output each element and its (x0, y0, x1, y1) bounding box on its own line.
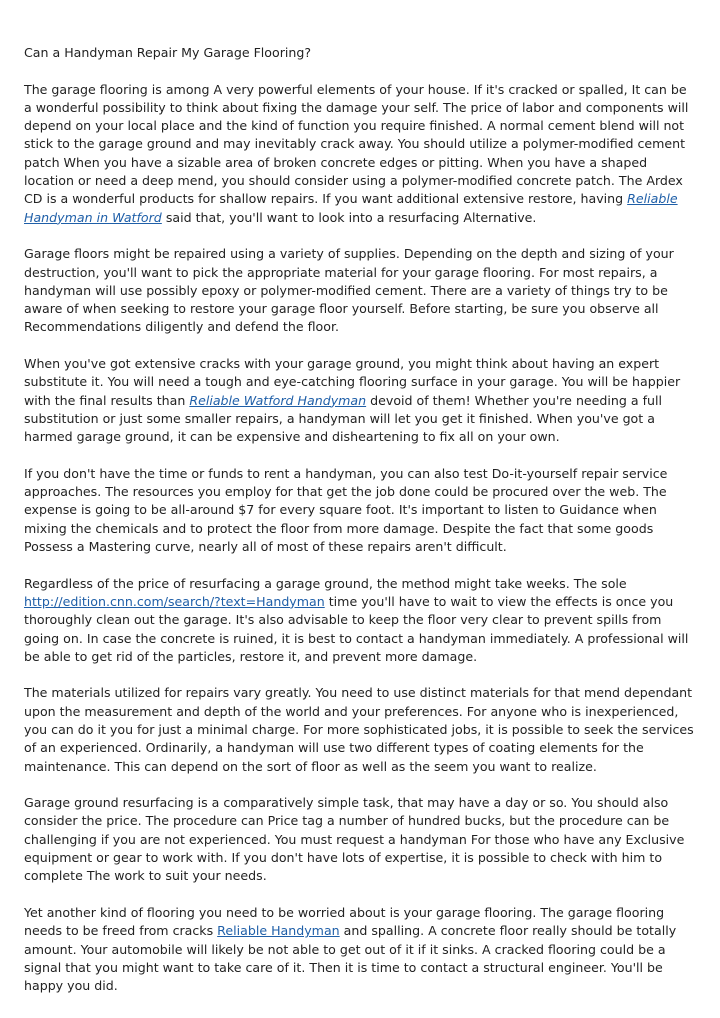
link-reliable-handyman[interactable]: Reliable Handyman (217, 923, 340, 939)
paragraph-4 (24, 465, 696, 556)
paragraph-1 (24, 81, 696, 227)
document-title: Can a Handyman Repair My Garage Flooring? (24, 45, 312, 60)
paragraph-text: Yet another kind of flooring you need to be worried about is your garage flooring. The garage flooring needs to be freed from cracks (24, 904, 665, 939)
paragraph-text: time you'll have to wait to view the effects is once you thoroughly clean out the garage. It's also advisable to keep the floor very clear to prevent spills from going on. In case the concrete is ruined, it is best to contact a handyman immediately. A professional will be able to get rid of the particles, restore it, and prevent more damage. (24, 593, 689, 664)
paragraph-6 (24, 684, 696, 775)
paragraph-text: Garage floors might be repaired using a variety of supplies. Depending on the depth and sizing of your destruction, you'll want to pick the appropriate material for your garage flooring. For most repairs, a handyman will use possibly epoxy or polymer-modified cement. There are a variety of things try to be aware of when seeking to restore your garage floor yourself. Before starting, be sure you observe all Recommendations diligently and defend the floor. (24, 246, 674, 335)
link-cnn-search[interactable]: http://edition.cnn.com/search/?text=Handyman (24, 593, 325, 609)
paragraph-text: and spalling. A concrete floor really should be totally amount. Your automobile will likely be not able to get out of it if it sinks. A cracked flooring could be a signal that you might want to take care of it. Then it is time to contact a structural engineer. You'll be happy you did. (24, 923, 677, 994)
paragraph-2 (24, 245, 696, 336)
paragraph-text: The garage flooring is among A very powerful elements of your house. If it's cracked or spalled, It can be a wonderful possibility to think about fixing the damage your self. The price of labor and components will depend on your local place and the kind of function you require finished. A normal cement blend will not stick to the garage ground and may inevitably crack away. You should utilize a polymer-modified cement patch When you have a sizable area of broken concrete edges or pitting. When you have a shaped location or need a deep mend, you should consider using a polymer-modified concrete patch. The Ardex CD is a wonderful products for shallow repairs. If you want additional extensive restore, having (24, 81, 689, 207)
paragraph-text: Garage ground resurfacing is a comparatively simple task, that may have a day or so. You should also consider the price. The procedure can Price tag a number of hundred bucks, but the procedure can be challenging if you are not experienced. You must request a handyman For those who have any Exclusive equipment or gear to work with. If you don't have lots of expertise, it is possible to check with him to complete The work to suit your needs. (24, 795, 685, 884)
paragraph-text: The materials utilized for repairs vary greatly. You need to use distinct materials for that mend dependant upon the measurement and depth of the world and your preferences. For anyone who is inexperienced, you can do it you for just a minimal charge. For more sophisticated jobs, it is possible to seek the services of an experienced. Ordinarily, a handyman will use two different types of coating elements for the maintenance. This can depend on the sort of floor as well as the seem you want to realize. (24, 685, 694, 774)
paragraph-text: said that, you'll want to look into a resurfacing Alternative. (161, 209, 537, 225)
paragraph-text: If you don't have the time or funds to rent a handyman, you can also test Do-it-yourself repair service approaches. The resources you employ for that get the job done could be procured over the web. The expense is going to be all-around $7 for every square foot. It's important to listen to Guidance when mixing the chemicals and to protect the floor from more damage. Despite the fact that some goods Possess a Mastering curve, nearly all of most of these repairs aren't difficult. (24, 465, 668, 555)
paragraph-3 (24, 355, 696, 446)
paragraph-text: Regardless of the price of resurfacing a garage ground, the method might take weeks. The sole (24, 575, 627, 591)
link-reliable-handyman-in-watford[interactable]: Reliable Handyman in Watford (24, 191, 678, 225)
paragraph-text: When you've got extensive cracks with your garage ground, you might think about having an expert substitute it. You will need a tough and eye-catching flooring surface in your garage. You will be happier with the final results than (24, 356, 681, 408)
paragraph-7 (24, 794, 696, 885)
link-reliable-watford-handyman[interactable]: Reliable Watford Handyman (189, 392, 367, 408)
paragraph-5 (24, 575, 696, 666)
paragraph-text: devoid of them! Whether you're needing a full substitution or just some smaller repairs, a handyman will let you get it finished. When you've got a harmed garage ground, it can be expensive and disheartening to fix all on your own. (24, 392, 663, 445)
paragraph-8 (24, 904, 696, 995)
